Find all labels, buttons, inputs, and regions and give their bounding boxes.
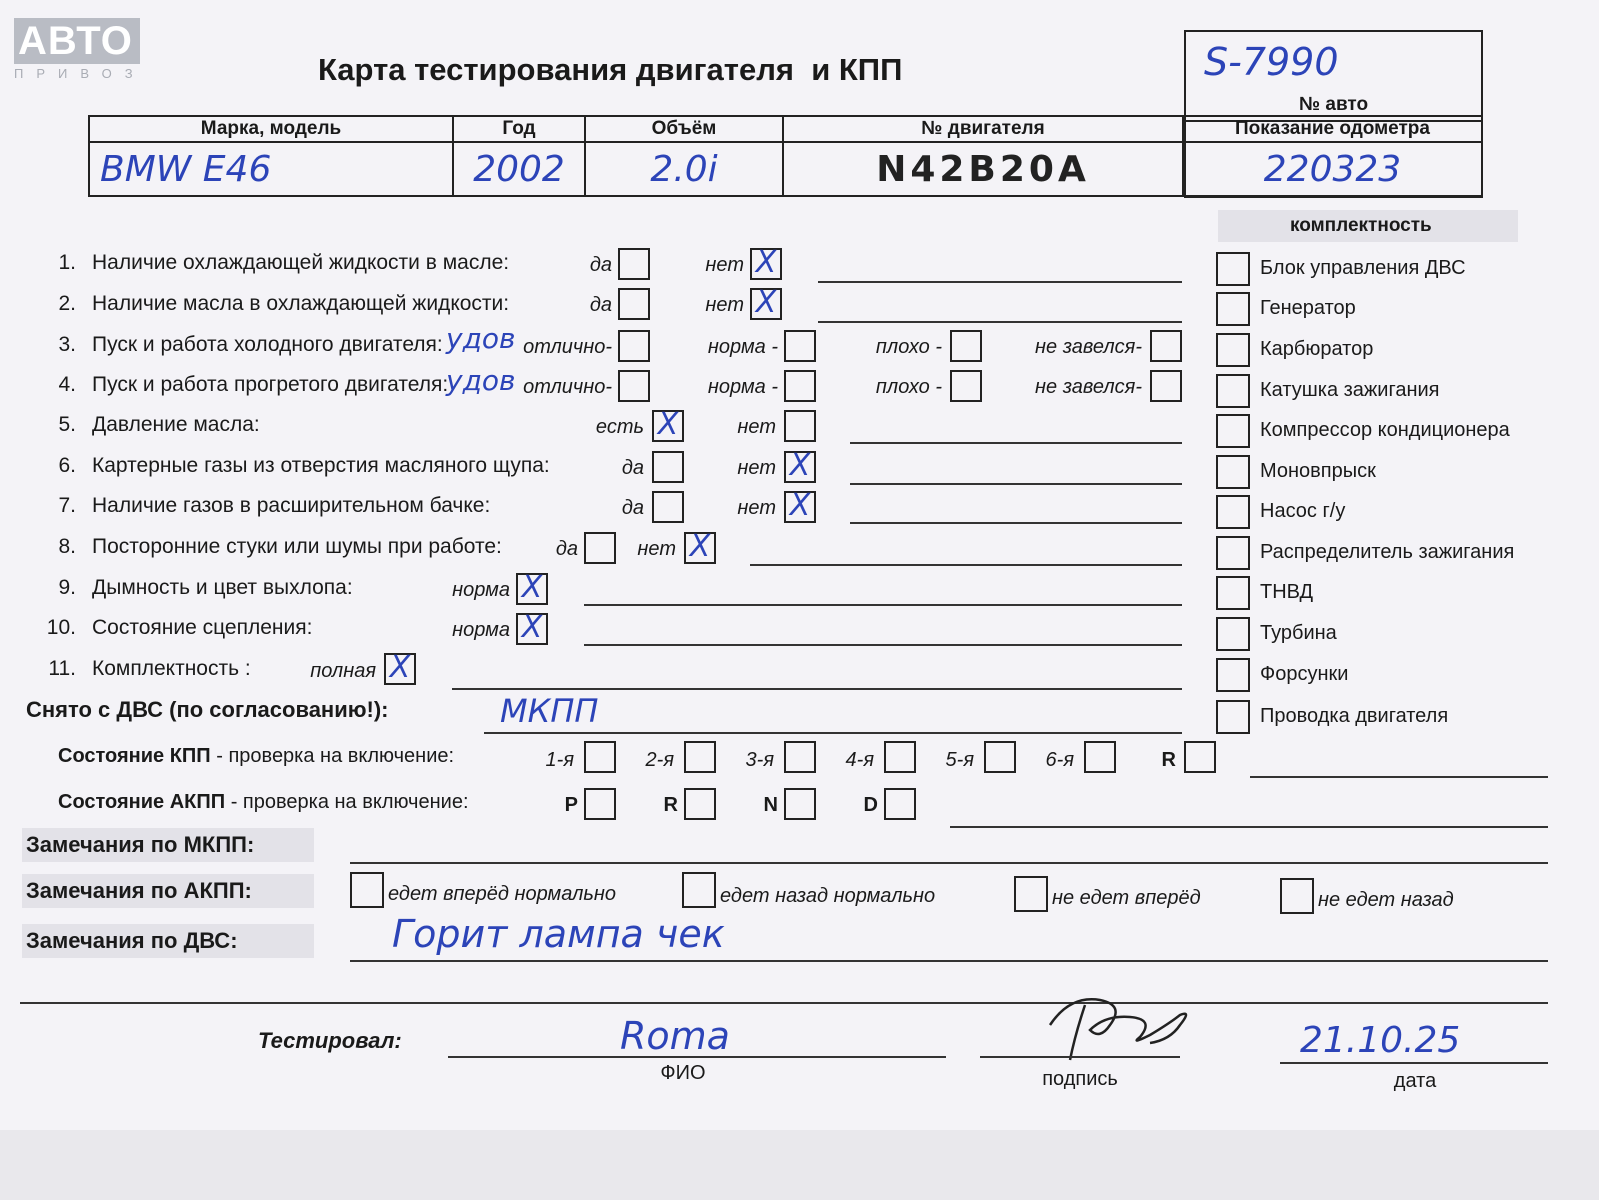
- checkbox-not-started[interactable]: [1150, 370, 1182, 402]
- checkbox-no[interactable]: [750, 285, 782, 320]
- option-label: не завелся-: [1035, 336, 1142, 358]
- completeness-checkbox[interactable]: [1216, 292, 1250, 326]
- option-label: норма -: [707, 336, 778, 358]
- completeness-item: Моновпрыск: [1260, 460, 1376, 482]
- completeness-item: Проводка двигателя: [1260, 705, 1449, 727]
- item-label: Картерные газы из отверстия масляного щупа:: [92, 454, 550, 477]
- check-mark: X: [789, 448, 811, 483]
- completeness-item: Турбина: [1260, 622, 1337, 644]
- completeness-checkbox[interactable]: [1216, 617, 1250, 651]
- akpp-remark-option: едет назад нормально: [720, 885, 936, 907]
- removed-value[interactable]: МКПП: [500, 692, 599, 730]
- remarks-mkpp-line: [350, 862, 1548, 864]
- gear-label: 6-я: [1045, 749, 1074, 771]
- option-label: отлично-: [523, 336, 612, 358]
- completeness-checkbox[interactable]: [1216, 455, 1250, 489]
- completeness-checkbox[interactable]: [1216, 252, 1250, 286]
- item-label: Комплектность :: [92, 657, 251, 680]
- completeness-item: ТНВД: [1260, 581, 1314, 603]
- odometer-value[interactable]: 220323: [1183, 142, 1482, 196]
- item-number: 1.: [58, 251, 76, 274]
- check-mark: X: [389, 650, 411, 685]
- checkbox-normal[interactable]: [784, 370, 816, 402]
- gear-label: 4-я: [845, 749, 874, 771]
- option-label: норма -: [707, 376, 778, 398]
- check-mark: X: [657, 407, 679, 442]
- option-label: полная: [310, 660, 376, 682]
- vehicle-header-table: [88, 115, 1483, 197]
- fio-line: [448, 1056, 946, 1058]
- gear-label: 3-я: [745, 749, 774, 771]
- check-mark: X: [755, 285, 777, 320]
- checkbox-no[interactable]: [684, 529, 716, 564]
- option-label: плохо -: [875, 376, 942, 398]
- gear-checkbox[interactable]: [1184, 741, 1216, 773]
- akpp-remark-checkbox[interactable]: [682, 872, 716, 908]
- checkbox-no[interactable]: [784, 448, 816, 483]
- option-label: да: [621, 457, 644, 479]
- completeness-checkbox[interactable]: [1216, 658, 1250, 692]
- fio-label: ФИО: [660, 1062, 706, 1084]
- page-title: Карта тестирования двигателя и КПП: [318, 52, 903, 87]
- item-number: 11.: [48, 657, 76, 680]
- col-model: Марка, модель: [89, 116, 453, 142]
- gear-checkbox[interactable]: [684, 741, 716, 773]
- item-label: Дымность и цвет выхлопа:: [92, 576, 353, 599]
- completeness-item: Карбюратор: [1260, 338, 1374, 360]
- item-number: 5.: [58, 413, 76, 436]
- completeness-checkbox[interactable]: [1216, 495, 1250, 529]
- checkbox-bad[interactable]: [950, 330, 982, 362]
- auto-number-value: S-7990: [1204, 40, 1339, 84]
- remarks-akpp-label: Замечания по АКПП:: [26, 878, 252, 903]
- completeness-item: Компрессор кондиционера: [1260, 419, 1510, 441]
- option-label: нет: [737, 416, 776, 438]
- logo-text: АВТО: [14, 18, 140, 64]
- completeness-checkbox[interactable]: [1216, 700, 1250, 734]
- kpp-label: Состояние КПП - проверка на включение:: [58, 745, 455, 767]
- checkbox-full[interactable]: [384, 650, 416, 685]
- gear-label: R: [663, 794, 678, 816]
- option-label: да: [621, 497, 644, 519]
- checkbox-excellent[interactable]: [618, 330, 650, 362]
- item-number: 9.: [58, 576, 76, 599]
- col-year: Год: [453, 116, 585, 142]
- check-mark: X: [521, 570, 543, 605]
- checkbox-no[interactable]: [750, 245, 782, 280]
- gear-label: 5-я: [945, 749, 974, 771]
- gear-label: P: [564, 794, 578, 816]
- completeness-title: комплектность: [1290, 215, 1432, 236]
- section-divider: [20, 1002, 1548, 1004]
- date-label: дата: [1393, 1070, 1437, 1092]
- option-label: нет: [705, 294, 744, 316]
- logo-subtext: ПРИВОЗ: [14, 66, 146, 81]
- akpp-remark-option: едет вперёд нормально: [388, 883, 617, 905]
- akpp-remark-checkbox[interactable]: [1014, 876, 1048, 912]
- check-mark: X: [789, 488, 811, 523]
- option-label: да: [555, 538, 578, 560]
- completeness-item: Форсунки: [1260, 663, 1349, 685]
- option-label: не завелся-: [1035, 376, 1142, 398]
- model-value[interactable]: BMW E46: [89, 142, 453, 196]
- checkbox-normal[interactable]: [516, 570, 548, 605]
- remarks-dvs-value[interactable]: Горит лампа чек: [392, 912, 725, 956]
- option-label: да: [589, 294, 612, 316]
- checkbox-yes[interactable]: [652, 491, 684, 523]
- item-label: Наличие газов в расширительном бачке:: [92, 494, 491, 517]
- completeness-item: Генератор: [1260, 297, 1356, 319]
- akpp-line: [950, 826, 1548, 828]
- tested-label: Тестировал:: [258, 1028, 402, 1053]
- engine-number-value[interactable]: N42B20A: [783, 142, 1183, 196]
- remarks-mkpp-label: Замечания по МКПП:: [26, 832, 255, 857]
- item-label: Наличие масла в охлаждающей жидкости:: [92, 292, 510, 315]
- option-label: плохо -: [875, 336, 942, 358]
- item-number: 7.: [58, 494, 76, 517]
- item-number: 4.: [58, 373, 76, 396]
- check-mark: X: [755, 245, 777, 280]
- notes-line: [452, 688, 1182, 690]
- notes-line: [818, 281, 1182, 283]
- check-mark: X: [521, 610, 543, 645]
- notes-line: [818, 321, 1182, 323]
- completeness-item: Блок управления ДВС: [1260, 257, 1466, 279]
- completeness-checkbox[interactable]: [1216, 374, 1250, 408]
- gear-checkbox[interactable]: [884, 741, 916, 773]
- option-label: нет: [637, 538, 676, 560]
- kpp-line: [1250, 776, 1548, 778]
- date-value[interactable]: 21.10.25: [1300, 1020, 1461, 1061]
- option-label: отлично-: [523, 376, 612, 398]
- remarks-dvs-line: [350, 960, 1548, 962]
- gear-checkbox[interactable]: [584, 741, 616, 773]
- option-label: да: [589, 254, 612, 276]
- checkbox-no[interactable]: [784, 488, 816, 523]
- checkbox-no[interactable]: [784, 410, 816, 442]
- volume-value[interactable]: 2.0i: [585, 142, 783, 196]
- item-label: Давление масла:: [92, 413, 260, 436]
- akpp-label: Состояние АКПП - проверка на включение:: [58, 791, 469, 813]
- item-number: 10.: [46, 616, 76, 639]
- checkbox-yes[interactable]: [618, 288, 650, 320]
- tester-name[interactable]: Roma: [620, 1014, 730, 1058]
- notes-line: [584, 604, 1182, 606]
- scan-margin: [0, 1130, 1599, 1200]
- item-number: 2.: [58, 292, 76, 315]
- completeness-item: Насос г/у: [1260, 500, 1346, 522]
- gear-checkbox[interactable]: [584, 788, 616, 820]
- option-label: норма: [452, 579, 510, 601]
- remarks-dvs-label: Замечания по ДВС:: [26, 928, 238, 953]
- item-label: Посторонние стуки или шумы при работе:: [92, 535, 502, 558]
- gear-checkbox[interactable]: [984, 741, 1016, 773]
- signature-label: подпись: [1042, 1068, 1118, 1090]
- option-label: есть: [595, 416, 644, 438]
- notes-line: [850, 483, 1182, 485]
- checkbox-yes[interactable]: [652, 407, 684, 442]
- auto-number-label: № авто: [1298, 94, 1369, 115]
- checkbox-normal[interactable]: [516, 610, 548, 645]
- item-label: Пуск и работа холодного двигателя:: [92, 333, 443, 356]
- brand-logo: [14, 18, 146, 81]
- checkbox-excellent[interactable]: [618, 370, 650, 402]
- removed-label: Снято с ДВС (по согласованию!):: [26, 697, 389, 722]
- item-number: 3.: [58, 333, 76, 356]
- gear-label: 2-я: [645, 749, 674, 771]
- check-mark: X: [689, 529, 711, 564]
- col-engine-number: № двигателя: [783, 116, 1183, 142]
- option-label: нет: [737, 457, 776, 479]
- completeness-item: Распределитель зажигания: [1260, 541, 1515, 563]
- akpp-remark-checkbox[interactable]: [1280, 878, 1314, 914]
- akpp-remark-option: не едет вперёд: [1052, 887, 1201, 909]
- gear-label: D: [863, 794, 878, 816]
- col-odometer: Показание одометра: [1183, 116, 1482, 142]
- handwritten-note: удов: [446, 364, 516, 397]
- item-label: Наличие охлаждающей жидкости в масле:: [92, 251, 510, 274]
- completeness-item: Катушка зажигания: [1260, 379, 1440, 401]
- option-label: нет: [737, 497, 776, 519]
- akpp-remark-checkbox[interactable]: [350, 872, 384, 908]
- checkbox-bad[interactable]: [950, 370, 982, 402]
- checkbox-yes[interactable]: [652, 451, 684, 483]
- gear-checkbox[interactable]: [884, 788, 916, 820]
- handwritten-note: удов: [446, 322, 516, 355]
- item-number: 6.: [58, 454, 76, 477]
- item-label: Пуск и работа прогретого двигателя:: [92, 373, 449, 396]
- notes-line: [584, 644, 1182, 646]
- gear-label: N: [763, 794, 778, 816]
- checkbox-normal[interactable]: [784, 330, 816, 362]
- col-volume: Объём: [585, 116, 783, 142]
- notes-line: [750, 564, 1182, 566]
- gear-checkbox[interactable]: [784, 788, 816, 820]
- gear-checkbox[interactable]: [784, 741, 816, 773]
- option-label: норма: [452, 619, 510, 641]
- signature-line: [980, 1056, 1180, 1058]
- checkbox-yes[interactable]: [618, 248, 650, 280]
- gear-label: 1-я: [545, 749, 574, 771]
- gear-label: R: [1161, 749, 1176, 771]
- gear-checkbox[interactable]: [1084, 741, 1116, 773]
- item-label: Состояние сцепления:: [92, 616, 313, 639]
- completeness-checkbox[interactable]: [1216, 414, 1250, 448]
- completeness-checkbox[interactable]: [1216, 576, 1250, 610]
- date-line: [1280, 1062, 1548, 1064]
- notes-line: [850, 442, 1182, 444]
- removed-line: [484, 732, 1182, 734]
- item-number: 8.: [58, 535, 76, 558]
- akpp-remark-option: не едет назад: [1318, 889, 1454, 911]
- gear-checkbox[interactable]: [684, 788, 716, 820]
- year-value[interactable]: 2002: [453, 142, 585, 196]
- option-label: нет: [705, 254, 744, 276]
- completeness-checkbox[interactable]: [1216, 333, 1250, 367]
- notes-line: [850, 522, 1182, 524]
- checkbox-not-started[interactable]: [1150, 330, 1182, 362]
- completeness-checkbox[interactable]: [1216, 536, 1250, 570]
